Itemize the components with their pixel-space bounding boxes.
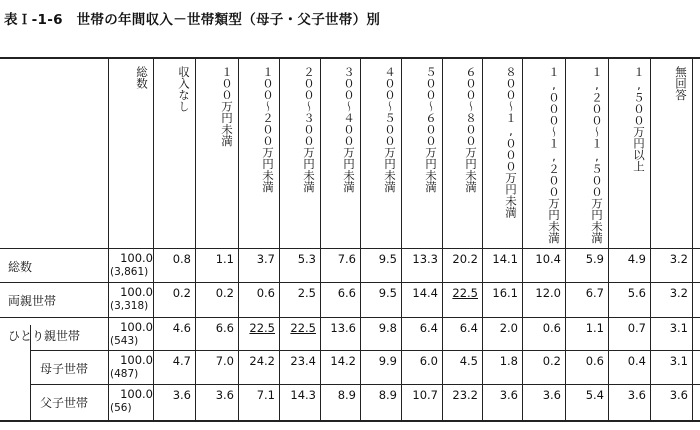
row-label: 両親世帯	[8, 294, 57, 308]
column-divider	[650, 57, 651, 420]
table-cell: 22.5	[249, 321, 275, 335]
table-cell: 6.4	[419, 321, 438, 335]
column-header: １００～２００万円未満	[261, 66, 275, 193]
table-cell: 4.6	[172, 321, 191, 335]
row-total: 100.0	[120, 353, 153, 367]
table-cell: 10.7	[412, 388, 438, 402]
column-header: ８００～１,０００万円未満	[504, 66, 518, 218]
table-cell: 7.0	[215, 354, 234, 368]
column-header: ４００～５００万円未満	[383, 66, 397, 193]
row-count: (3,861)	[110, 266, 149, 278]
table-cell: 5.3	[297, 252, 316, 266]
table-cell: 5.9	[585, 252, 604, 266]
column-divider	[195, 57, 196, 420]
table-cell: 4.5	[459, 354, 478, 368]
table-title: 表Ｉ-1-6 世帯の年間収入－世帯類型（母子・父子世帯）別	[4, 12, 381, 28]
table-cell: 10.4	[535, 252, 561, 266]
column-divider	[279, 57, 280, 420]
table-cell: 3.7	[256, 252, 275, 266]
column-header: １,２００～１,５００万円未満	[590, 66, 604, 244]
column-divider	[153, 57, 154, 420]
column-divider	[608, 57, 609, 420]
table-cell: 5.6	[627, 286, 646, 300]
table-cell: 2.0	[499, 321, 518, 335]
table-cell: 14.3	[290, 388, 316, 402]
table-cell: 23.2	[452, 388, 478, 402]
table-cell: 0.6	[542, 321, 561, 335]
row-label: 父子世帯	[40, 396, 89, 410]
table-cell: 6.0	[419, 354, 438, 368]
table-cell: 3.6	[627, 388, 646, 402]
table-cell: 8.9	[337, 388, 356, 402]
row-count: (56)	[110, 402, 132, 414]
column-divider	[360, 57, 361, 420]
column-header: ６００～８００万円未満	[464, 66, 478, 193]
table-cell: 8.9	[378, 388, 397, 402]
table-cell: 7.1	[256, 388, 275, 402]
row-count: (3,318)	[110, 300, 149, 312]
table-cell: 9.8	[378, 321, 397, 335]
row-divider	[0, 282, 700, 283]
column-header: 収入なし	[177, 66, 191, 112]
column-divider	[320, 57, 321, 420]
column-header: １,５００万円以上	[632, 66, 646, 172]
row-count: (487)	[110, 368, 139, 380]
row-count: (543)	[110, 335, 139, 347]
table-cell: 6.4	[459, 321, 478, 335]
table-cell: 3.6	[215, 388, 234, 402]
table-cell: 3.1	[669, 354, 688, 368]
table-cell: 13.3	[412, 252, 438, 266]
table-cell: 0.2	[215, 286, 234, 300]
table-cell: 14.2	[330, 354, 356, 368]
table-cell: 24.2	[249, 354, 275, 368]
table-cell: 16.1	[492, 286, 518, 300]
column-header: 無回答	[674, 66, 688, 101]
table-cell: 3.6	[542, 388, 561, 402]
row-divider	[30, 350, 700, 351]
table-cell: 3.6	[499, 388, 518, 402]
table-cell: 6.7	[585, 286, 604, 300]
table-cell: 3.6	[669, 388, 688, 402]
table-cell: 5.4	[585, 388, 604, 402]
column-divider	[692, 57, 693, 420]
column-header: 総数	[135, 66, 149, 89]
column-header: １,０００～１,２００万円未満	[547, 66, 561, 244]
table-cell: 9.9	[378, 354, 397, 368]
column-divider	[442, 57, 443, 420]
column-divider	[565, 57, 566, 420]
table-cell: 0.8	[172, 252, 191, 266]
table-cell: 1.8	[499, 354, 518, 368]
table-cell: 22.5	[452, 286, 478, 300]
table-cell: 0.7	[627, 321, 646, 335]
column-header: ３００～４００万円未満	[342, 66, 356, 193]
row-total: 100.0	[120, 320, 153, 334]
column-divider	[522, 57, 523, 420]
table-cell: 4.9	[627, 252, 646, 266]
table-cell: 3.2	[669, 286, 688, 300]
table-cell: 2.5	[297, 286, 316, 300]
table-cell: 22.5	[290, 321, 316, 335]
table-cell: 9.5	[378, 286, 397, 300]
column-header: ２００～３００万円未満	[302, 66, 316, 193]
table-cell: 23.4	[290, 354, 316, 368]
row-divider	[0, 317, 700, 318]
column-header: １００万円未満	[220, 66, 234, 147]
table-cell: 3.1	[669, 321, 688, 335]
row-total: 100.0	[120, 285, 153, 299]
row-label: ひとり親世帯	[8, 329, 81, 343]
row-divider	[30, 384, 700, 385]
table-cell: 6.6	[215, 321, 234, 335]
column-divider	[401, 57, 402, 420]
table-cell: 0.4	[627, 354, 646, 368]
table-cell: 13.6	[330, 321, 356, 335]
table-cell: 0.6	[256, 286, 275, 300]
table-cell: 6.6	[337, 286, 356, 300]
table-top-border	[0, 57, 700, 59]
row-label: 総数	[8, 260, 33, 274]
row-total: 100.0	[120, 251, 153, 265]
table-cell: 0.6	[585, 354, 604, 368]
table-cell: 7.6	[337, 252, 356, 266]
table-cell: 12.0	[535, 286, 561, 300]
column-divider	[482, 57, 483, 420]
table-cell: 9.5	[378, 252, 397, 266]
column-divider	[238, 57, 239, 420]
table-cell: 1.1	[215, 252, 234, 266]
table-cell: 0.2	[172, 286, 191, 300]
table-cell: 1.1	[585, 321, 604, 335]
row-total: 100.0	[120, 387, 153, 401]
table-cell: 0.2	[542, 354, 561, 368]
table-cell: 14.1	[492, 252, 518, 266]
table-cell: 4.7	[172, 354, 191, 368]
row-label: 母子世帯	[40, 362, 89, 376]
table-bottom-border	[0, 420, 700, 422]
table-cell: 3.2	[669, 252, 688, 266]
column-header: ５００～６００万円未満	[424, 66, 438, 193]
header-bottom-border	[0, 248, 700, 249]
table-cell: 20.2	[452, 252, 478, 266]
table-cell: 14.4	[412, 286, 438, 300]
table-cell: 3.6	[172, 388, 191, 402]
